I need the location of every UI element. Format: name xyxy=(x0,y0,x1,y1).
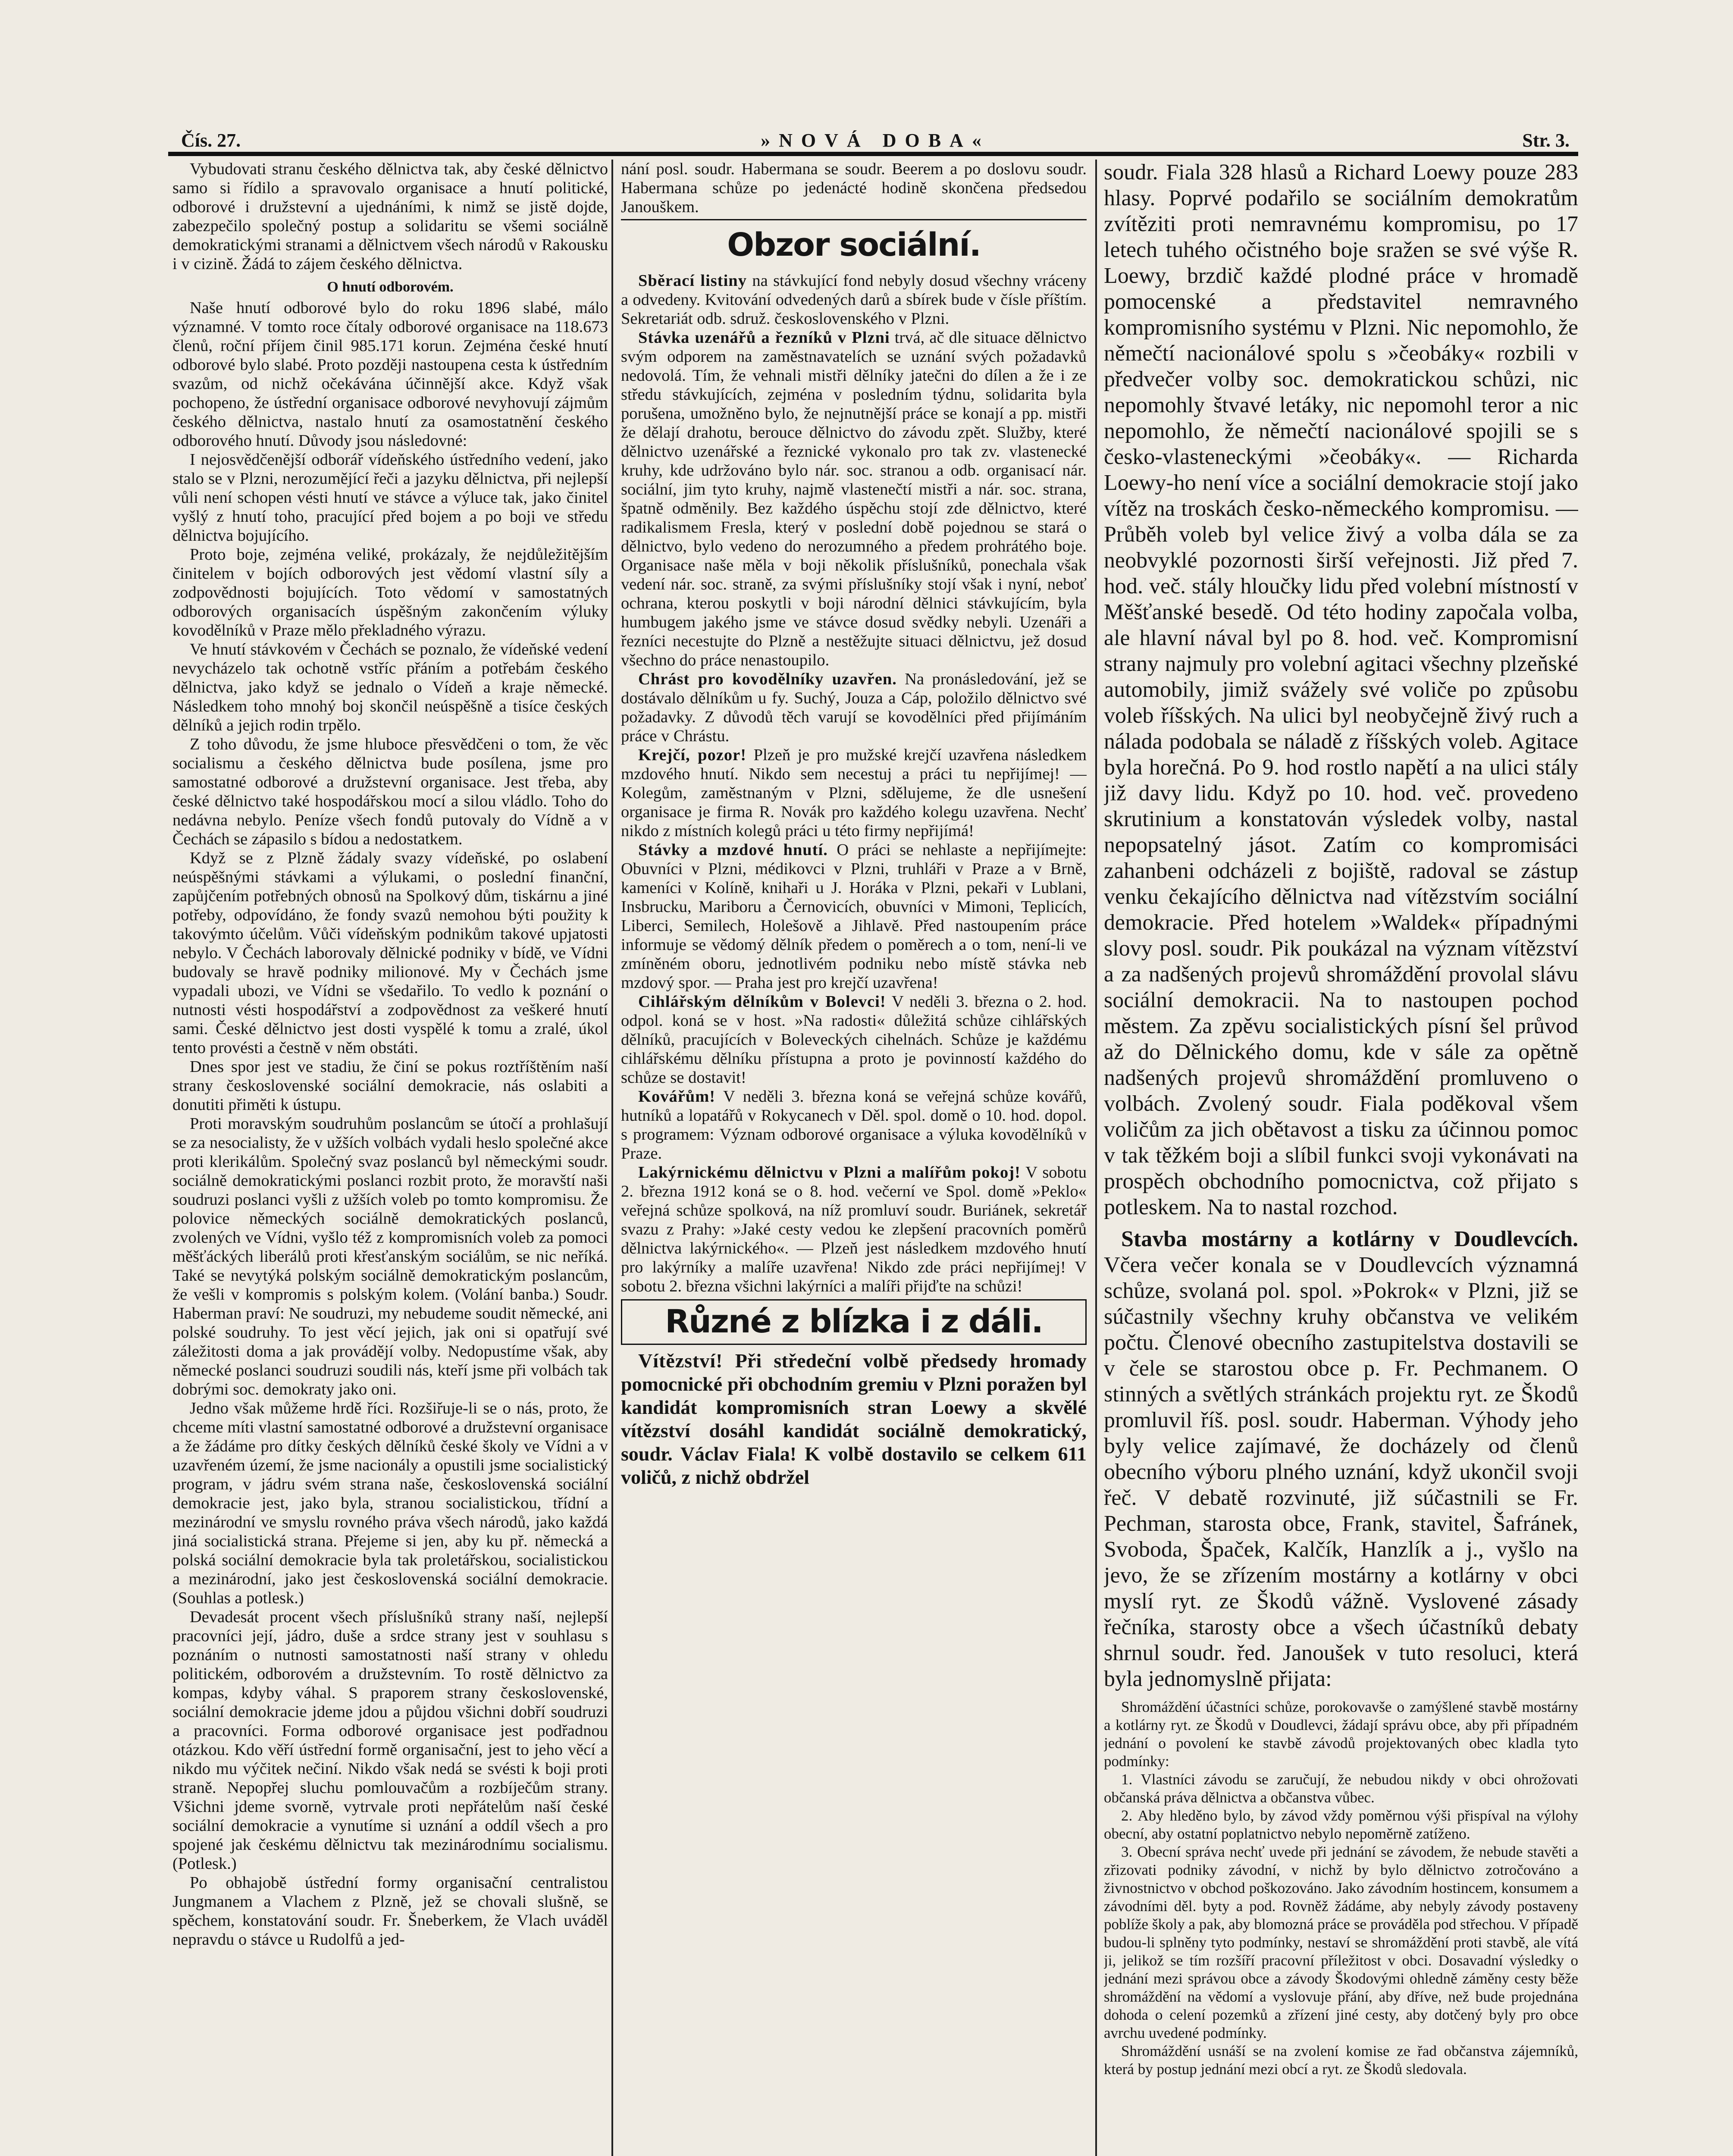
news-item: Cihlářským dělníkům v Bolevci! V neděli 3. března o 2. hod. odpol. koná se v host. »Na radosti« důležitá schůze cihlářských dělníků, pracujících v Boleveckých cihelnách. Schůze je každému cihlářskému dělníku přístupna a proto je povinností každého do schůze se dostavit! xyxy=(621,993,1087,1087)
news-item: Chrást pro kovodělníky uzavřen. Na pronásledování, jež se dostávalo dělníkům u fy. Suchý, Jouza a Cáp, položilo dělnictvo své požadavky. Z důvodů těch varují se kovodělníci před přijímáním práce v Chrástu. xyxy=(621,670,1087,745)
news-item: Krejčí, pozor! Plzeň je pro mužské krejčí uzavřena následkem mzdového hnutí. Nikdo sem necestuj a práci tu nepřijímej! — Kolegům, zaměstnaným v Plzni, sdělujeme, že dle usnešení organisace je firma R. Novák pro každého kolegu uzavřena. Nechť nikdo z místních kolegů práci u této firmy nepřijímá! xyxy=(621,746,1087,840)
paragraph: soudr. Fiala 328 hlasů a Richard Loewy pouze 283 hlasy. Poprvé podařilo se sociálním demokratům zvítěziti proti nemravnému kompromisu, po 17 letech tuhého očistného boje sražen se své výše R. Loewy, brzdič každé plodné práce v hromadě pomocenské a představitel nemravného kompromisního systému v Plzni. Nic nepomohlo, že němečtí nacionálové spolu s »čeobáky« rozbili v předvečer volby soc. demokratickou schůzi, nic nepomohly štvavé letáky, nic nepomohl teror a nic nepomohlo, že němečtí nacionálové spojili se s česko-vlasteneckými »čeobáky«. — Richarda Loewy-ho není více a sociální demokracie stojí jako vítěz na troskách česko-německého kompromisu. — Průběh voleb byl velice živý a volba dála se za neobvyklé pozornosti širší veřejnosti. Již před 7. hod. več. stály hloučky lidu před volební místností v Měšťanské besedě. Od této hodiny započala volba, ale hlavní nával byl po 8. hod. več. Kompromisní strany najmuly pro volební agitaci všechny plzeňské automobily, jimiž svážely své voliče po způsobu voleb říšských. Na ulici byl neobyčejně živý ruch a nálada podobala se náladě z říšských voleb. Agitace byla horečná. Po 9. hod rostlo napětí a na ulici stály již davy lidu. Když po 10. hod. več. provedeno skrutinium a konstatován výsledek volby, nastal nepopsatelný jásot. Zatím co kompromisáci zahanbeni odcházeli z bojiště, radoval se zástup venku čekajícího dělnictva nad vítězstvím sociální demokracie. Před hotelem »Waldek« případnými slovy posl. soudr. Pik poukázal na význam vítězství a za nadšených projevů shromáždění provolal slávu sociální demokracii. Na to nastoupen pochod městem. Za zpěvu socialistických písní šel průvod až do Dělnického domu, kde v sále za opětně nadšených projevů shromáždění promluveno o volbách. Zvolený soudr. Fiala poděkoval všem voličům za jich obětavost a tisku za účinnou pomoc v tak těžkém boji a slíbil funkci svoji vykonávati na prospěch obchodního pomocnictva, což přijato s potleskem. Na to nastal rozchod. xyxy=(1104,160,1578,1219)
news-item-lead: Lakýrnickému dělnictvu v Plzni a malířům pokoj! xyxy=(638,1163,1021,1181)
paragraph: Proto boje, zejména veliké, prokázaly, že nejdůležitějším činitelem v bojích odborových jest vědomí vlastní síly a zodpovědnosti bojujících. Toto vědomí v samostatných odborových organisacích úspěšným zakončením výluky kovodělníků v Praze mělo překladného výrazu. xyxy=(172,545,608,639)
news-item: Vítězství! Při středeční volbě předsedy hromady pomocnické při obchodním gremiu v Plzni poražen byl kandidát kompromisních stran Loewy a skvělé vítězství dosáhl kandidát sociálně demokratický, soudr. Václav Fiala! K volbě dostavilo se celkem 611 voličů, z nichž obdržel xyxy=(621,1350,1087,1488)
news-item: Lakýrnickému dělnictvu v Plzni a malířům pokoj! V sobotu 2. března 1912 koná se o 8. hod. večerní ve Spol. domě »Peklo« veřejná schůze spolková, na níž promluví soudr. Buriánek, sekretář svazu z Prahy: »Jaké cesty vedou ke zlepšení pracovních poměrů dělnictva lakýrnického«. — Plzeň jest následkem mzdového hnutí pro lakýrníky a malíře uzavřena! Nikdo zde práci nepřijímej! V sobotu 2. března všichni lakýrníci a malíři přijďte na schůzi! xyxy=(621,1163,1087,1295)
news-item: Sběrací listiny na stávkující fond nebyly dosud všechny vráceny a odvedeny. Kvitování odvedených darů a sbírek bude v čísle příštím. Sekretariát odb. sdruž. československého v Plzni. xyxy=(621,272,1087,328)
section-rule xyxy=(621,219,1087,220)
header-rule xyxy=(168,152,1578,156)
column-divider xyxy=(611,160,613,2156)
resolution-paragraph: 1. Vlastníci závodu se zaručují, že nebudou nikdy v obci ohrožovati občanská práva dělnictva a občanstva vůbec. xyxy=(1104,1771,1578,1806)
news-item-lead: Stávky a mzdové hnutí. xyxy=(638,841,828,859)
section-subheading: O hnutí odborovém. xyxy=(327,279,454,295)
news-item-lead: Krejčí, pozor! xyxy=(638,746,747,764)
news-item: Stávka uzenářů a řezníků v Plzni trvá, ač dle situace dělnictvo svým odporem na zaměstnavatelích se uznání svých požadavků nedovolá. Tím, že vehnali mistři dělníky jatečni do dílen a že i ze středu stávkujících, zejména v posledním týdnu, solidarita byla porušena, umožněno bylo, že nejnutnější práce se konají a pp. mistři že dělají drahotu, berouce dělnictvo do závodu zpět. Služby, které dělnictvo uzenářské a řeznické vykonalo pro tak zv. vlastenecké kruhy, kde udržováno bylo nár. soc. stranou a odb. organisací nár. sociální, jim tyto kruhy, najmě vlastenečtí mistři a nár. soc. strana, špatně odměnily. Bez každého úspěchu stojí zde dělnictvo, které radikalismem Fresla, který v poslední době pojednou se stará o dělnictvo, bylo vedeno do nerozumného a předem prohrátého boje. Organisace naše měla v boji několik příslušníků, ponechala však vedení nár. soc. straně, za svými příslušníky stojí však i nyní, neboť ochrana, kterou poskytli v boji národní dělnici stávkujícím, byla humbugem jakého jsme ve stávce dosud svědky nebyli. Uzenáři a řezníci necestujte do Plzně a nestěžujte situaci dělnictvu, jež dosud všechno do práce nenastoupilo. xyxy=(621,329,1087,669)
news-item: Stávky a mzdové hnutí. O práci se nehlaste a nepřijímejte: Obuvníci v Plzni, médikovci v Plzni, truhláři v Praze a v Brně, kameníci v Kolíně, knihaři u J. Horáka v Plzni, pekaři v Lublani, Insbrucku, Mariboru a Černovicích, obuvníci v Mimoni, Teplicích, Liberci, Semilech, Holešově a Jihlavě. Před nastoupením práce informuje se vědomý dělník předem o poměrech a o tom, není-li ve zmíněném oboru, jednotlivém podniku nebo místě stávka neb mzdový spor. — Praha jest pro krejčí uzavřena! xyxy=(621,841,1087,992)
page-number: Str. 3. xyxy=(1522,130,1570,151)
paragraph: I nejosvědčenější odborář vídeňského ústředního vedení, jako stalo se v Plzni, nerozumějící řeči a jazyku dělnictva, při nejlepší vůli není schopen vésti hnutí ve stávce a výluce tak, jako činitel vyšlý z hnutí toho, pracující před bojem a po boji ve středu dělnictva bojujícího. xyxy=(172,451,608,545)
news-item-lead: Vítězství! xyxy=(638,1350,723,1372)
column-3 xyxy=(1104,160,1578,2156)
resolution-paragraph: 2. Aby hleděno bylo, by závod vždy poměrnou výši přispíval na výlohy obecní, aby ostatní poplatnictvo nebylo nepoměrně zatíženo. xyxy=(1104,1807,1578,1842)
news-item: Stavba mostárny a kotlárny v Doudlevcích. Včera večer konala se v Doudlevcích významná schůze, svolaná pol. spol. »Pokrok« v Plzni, již se súčastnily všechny kruhy občanstva ve velikém počtu. Členové obecního zastupitelstva dostavili se v čele se starostou obce p. Fr. Pechmanem. O stinných a světlých stránkách projektu ryt. ze Škodů promluvil říš. posl. soudr. Haberman. Výhody jeho byly velice zajímavé, že docházely od členů obecního výboru plného uznání, když ukončil svoji řeč. V debatě rozvinuté, již súčastnili se Fr. Pechman, starosta obce, Frank, stavitel, Šafránek, Svoboda, Špaček, Kalčík, Hanzlík a j., vyšlo na jevo, že se zřízením mostárny a kotlárny v obci myslí ryt. ze Škodů vážně. Vyslovené zásady řečníka, starosty obce a všech účastníků debaty shrnul soudr. řed. Janoušek v tuto resoluci, která byla jednomyslně přijata: xyxy=(1104,1227,1578,1691)
resolution-paragraph: Shromáždění účastníci schůze, porokovavše o zamýšlené stavbě mostárny a kotlárny ryt. ze Škodů v Doudlevci, žádají správu obce, aby při případném jednání o povolení ke stavbě závodů projektovaných obec kladla tyto podmínky: xyxy=(1104,1698,1578,1770)
resolution-paragraph: Shromáždění usnáší se na zvolení komise ze řad občanstva zájemníků, která by postup jednání mezi obcí a ryt. ze Škodů sledovala. xyxy=(1104,2043,1578,2078)
section-title-obzor: Obzor sociální. xyxy=(727,226,981,263)
news-item-lead: Sběrací listiny xyxy=(638,272,747,290)
section-title-ruzne: Různé z blízka i z dáli. xyxy=(621,1299,1087,1345)
paragraph: Z toho důvodu, že jsme hluboce přesvědčeni o tom, že věc socialismu a českého dělnictva bude posílena, jsme pro samostatné odborové a družstevní organisace. Jest třeba, aby české dělnictvo také hospodářskou mocí a silou vládlo. Toho do nedávna nebylo. Peníze všech fondů putovaly do Vídně a v Čechách se zápasilo s bídou a nedostatkem. xyxy=(172,735,608,848)
issue-number: Čís. 27. xyxy=(181,130,241,151)
newspaper-title: »NOVÁ DOBA« xyxy=(761,130,990,151)
paragraph: Proti moravským soudruhům poslancům se útočí a prohlašují se za nesocialisty, že v užších volbách vydali heslo společné akce proti klerikálům. Společný svaz poslanců byl německými soudr. sociálně demokratickými poslanci rozbit proto, že moravští naši soudruzi poslanci vyšli z užších voleb po tomto kompromisu. Že polovice německých sociálně demokratických poslanců, zvolených ve Vídni, vyšlo též z kompromisních voleb za pomoci měšťáckých liberálů proti křesťanským sociálům, se nic neříká. Také se nevytýká polským sociálně demokratickým poslancům, že vešli v kompromis s polským kolem. (Volání banba.) Soudr. Haberman praví: Ne soudruzi, my nebudeme soudit německé, ani polské soudruhy. To jest věcí jejich, jak oni si opatřují své záležitosti doma a jak provádějí volby. Nedopustíme však, aby německé poslanci soudruzi soudili nás, kteří jsme při volbách tak dobrými soc. demokraty jako oni. xyxy=(172,1115,608,1398)
news-item-lead: Kovářům! xyxy=(638,1087,716,1106)
paragraph: Devadesát procent všech příslušníků strany naší, nejlepší pracovníci její, jádro, duše a srdce strany jest v souhlasu s poznáním o nutnosti samostatnosti naší strany v ohledu politickém, odborovém a družstevním. To rostě dělnictvo za kompas, kdyby váhal. S praporem strany československé, sociální demokracie jdeme jdou a půjdou všichni dobří soudruzi a pracovníci. Forma odborové organisace jest podřadnou otázkou. Kdo věří ústřední formě organisační, jest to jeho věcí a nikdo mu výčitek nečiní. Nikdo však nedá se svésti k boji proti straně. Nepopřej sluchu pomlouvačům a rozbíječům strany. Všichni jdeme svorně, vytrvale proti nepřátelům naší české sociální demokracie a vynutíme si uznání a oddíl všech a pro spojené jak českému dělnictvu tak mezinárodnímu socialismu. (Potlesk.) xyxy=(172,1608,608,1873)
resolution xyxy=(1104,1698,1578,2078)
news-item-lead: Stávka uzenářů a řezníků v Plzni xyxy=(638,329,890,347)
paragraph: Jedno však můžeme hrdě říci. Rozšiřuje-li se o nás, proto, že chceme míti vlastní samostatné odborové a družstevní organisace a že žádáme pro dítky českých dělníků české školy ve Vídni a v uzavřeném území, že jsme nacionály a opustili jsme socialistický program, v jádru svém strana naše, československá sociální demokracie jest, jako byla, stranou socialistickou, třídní a mezinárodní ve smyslu rovného práva všech národů, jako každá jiná socialistická strana. Přejeme si jen, aby ku př. německá a polská sociální demokracie byla tak proletářskou, socialistickou a mezinárodní, jako jest československá sociální demokracie. (Souhlas a potlesk.) xyxy=(172,1399,608,1607)
news-item-lead: Cihlářským dělníkům v Bolevci! xyxy=(638,993,886,1011)
paragraph: Když se z Plzně žádaly svazy vídeňské, po oslabení neúspěšnými stávkami a výlukami, o poslední finanční, zapůjčením potřebných obnosů na Spolkový dům, tiskárnu a jiné potřeby, odpovídáno, že fondy svazů nemohou býti použity k takovýmto účelům. Vůči vídeňským podnikům takové upjatosti nebylo. V Čechách laborovaly dělnické podniky v bídě, ve Vídni budovaly se hravě podniky milionové. My v Čechách jsme vypadali ubozi, ve Vídni se všedařilo. To vedlo k poznání o nutnosti vésti hospodářství a zodpovědnost za veškeré hnutí sami. České dělnictvo jest dosti vyspělé k tomu a zralé, úkol tento provésti a čestně v něm obstáti. xyxy=(172,849,608,1057)
paragraph: nání posl. soudr. Habermana se soudr. Beerem a po doslovu soudr. Habermana schůze po jedenácté hodině skončena předsedou Janouškem. xyxy=(621,160,1087,216)
paragraph: Vybudovati stranu českého dělnictva tak, aby české dělnictvo samo si řídilo a spravovalo organisace a hnutí politické, odborové i družstevní a ujednáními, k nimž se jistě dojde, zabezpečilo společný postup a solidaritu se všemi sociálně demokratickými stranami a dělnictvem všech národů v Rakousku i v cizině. Žádá to zájem českého dělnictva. xyxy=(172,160,608,273)
column-divider xyxy=(1095,160,1097,2156)
paragraph: Naše hnutí odborové bylo do roku 1896 slabé, málo významné. V tomto roce čítaly odborové organisace na 118.673 členů, roční příjem činil 985.171 korun. Zejména české hnutí odborové bylo slabé. Proto později nastoupena cesta k ústředním svazům, od nichž očekávána účinnější akce. Když však pochopeno, že ústřední organisace odborové nevyhovují zájmům českého dělnictva, nastalo hnutí za osamostatnění českého odborového hnutí. Důvody jsou následovné: xyxy=(172,299,608,450)
news-item: Kovářům! V neděli 3. března koná se veřejná schůze kovářů, hutníků a lopatářů v Rokycanech v Děl. spol. domě o 10. hod. dopol. s programem: Význam odborové organisace a výluka kovodělníků v Praze. xyxy=(621,1087,1087,1163)
paragraph: Dnes spor jest ve stadiu, že činí se pokus roztříštěním naší strany československé sociální demokracie, nás oslabiti a donutiti přiměti k ústupu. xyxy=(172,1058,608,1114)
column-1 xyxy=(172,160,608,2156)
resolution-paragraph: 3. Obecní správa nechť uvede při jednání se závodem, že nebude stavěti a zřizovati podniky závodní, v nichž by bylo dělnictvo zotročováno a živnostnictvo v obchod poškozováno. Jako závodním hostincem, konsumem a závodními děl. byty a pod. Rovněž žádáme, aby nebyly závody postaveny poblíže školy a pak, aby blomozná práce se prováděla pod střechou. V případě budou-li splněny tyto podmínky, nestaví se shromáždění proti stavbě, ale vítá ji, jelikož se tím rozšíří pracovní příležitost v obci. Dosavadní výsledky o jednání mezi správou obce a závody Škodovými ohledně záměny cesty běže shromáždění na vědomí a vyslovuje přání, aby dříve, než bude projednána dohoda o celení pozemků a zřízení jiné cesty, aby dotčený byly pro obce avrchu uvedené podmínky. xyxy=(1104,1843,1578,2041)
news-item-lead: Stavba mostárny a kotlárny v Doudlevcích. xyxy=(1121,1227,1578,1251)
news-item-lead: Chrást pro kovodělníky uzavřen. xyxy=(638,670,897,688)
paragraph: Ve hnutí stávkovém v Čechách se poznalo, že vídeňské vedení nevycházelo tak ochotně vstříc přáním a potřebám českého dělnictva, jako když se jednalo o Vídeň a kraje německé. Následkem toho mnohý boj skončil neúspěšně a tisíce českých dělníků a jejich rodin trpělo. xyxy=(172,640,608,734)
column-2 xyxy=(621,160,1087,2156)
paragraph: Po obhajobě ústřední formy organisační centralistou Jungmanem a Vlachem z Plzně, jež se chovali slušně, se spěchem, konstatování soudr. Fr. Šneberkem, že Vlach uváděl nepravdu o stávce u Rudolfů a jed- xyxy=(172,1874,608,1949)
